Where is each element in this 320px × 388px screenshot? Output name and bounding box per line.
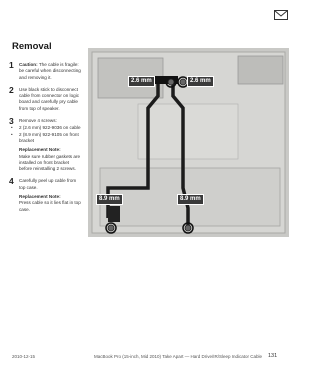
step-3 <box>9 118 83 172</box>
screw-callout: 2.6 mm <box>128 76 155 87</box>
step-text <box>19 62 83 81</box>
replacement-note-title: Replacement Note: <box>19 147 61 153</box>
footer-date: 2010-12-15 <box>12 354 36 359</box>
step-number: 4 <box>9 176 14 187</box>
replacement-note-title: Replacement Note: <box>19 194 61 200</box>
step-number: 3 <box>9 116 14 127</box>
screw-callout: 2.6 mm <box>187 76 214 87</box>
screw-list <box>11 125 83 144</box>
page-number: 131 <box>268 353 278 359</box>
instructions <box>9 62 83 219</box>
screw-callout: 8.9 mm <box>96 194 123 205</box>
step-instruction: Remove 4 screws: <box>19 118 57 124</box>
step-text <box>19 178 83 212</box>
step-number: 1 <box>9 60 14 70</box>
footer-title: MacBook Pro (15-inch, Mid 2010) Take Apart — Hard Drive/IR/Sleep Indicator Cable <box>94 354 262 359</box>
step-4 <box>9 178 83 212</box>
step-photo <box>88 48 289 237</box>
envelope-icon[interactable] <box>274 10 288 20</box>
step-number: 2 <box>9 84 14 95</box>
section-heading: Removal <box>12 41 52 52</box>
screw-item: • 2 (2.6 mm) 922-9036 on cable <box>11 125 83 131</box>
replacement-note-text: Press cable so it lies flat in top case. <box>19 200 81 212</box>
caution-text: The cable is fragile: be careful when disconnecting and removing it. <box>19 62 81 80</box>
step-1 <box>9 62 83 81</box>
screw-item: • 2 (8.9 mm) 922-9105 on front bracket <box>11 132 83 145</box>
screw-callout: 8.9 mm <box>177 194 204 205</box>
step-instruction: Carefully peel up cable from top case. <box>19 178 77 190</box>
replacement-note-text: Make sure rubber gaskets are installed on front bracket before reinstalling 2 screws. <box>19 153 81 172</box>
step-2 <box>9 84 83 112</box>
caution-label: Caution: <box>19 62 38 67</box>
step-text <box>19 118 83 172</box>
step-text: Use black stick to disconnect cable from connector on logic board and carefully pry cable from top of speaker. <box>19 86 80 111</box>
